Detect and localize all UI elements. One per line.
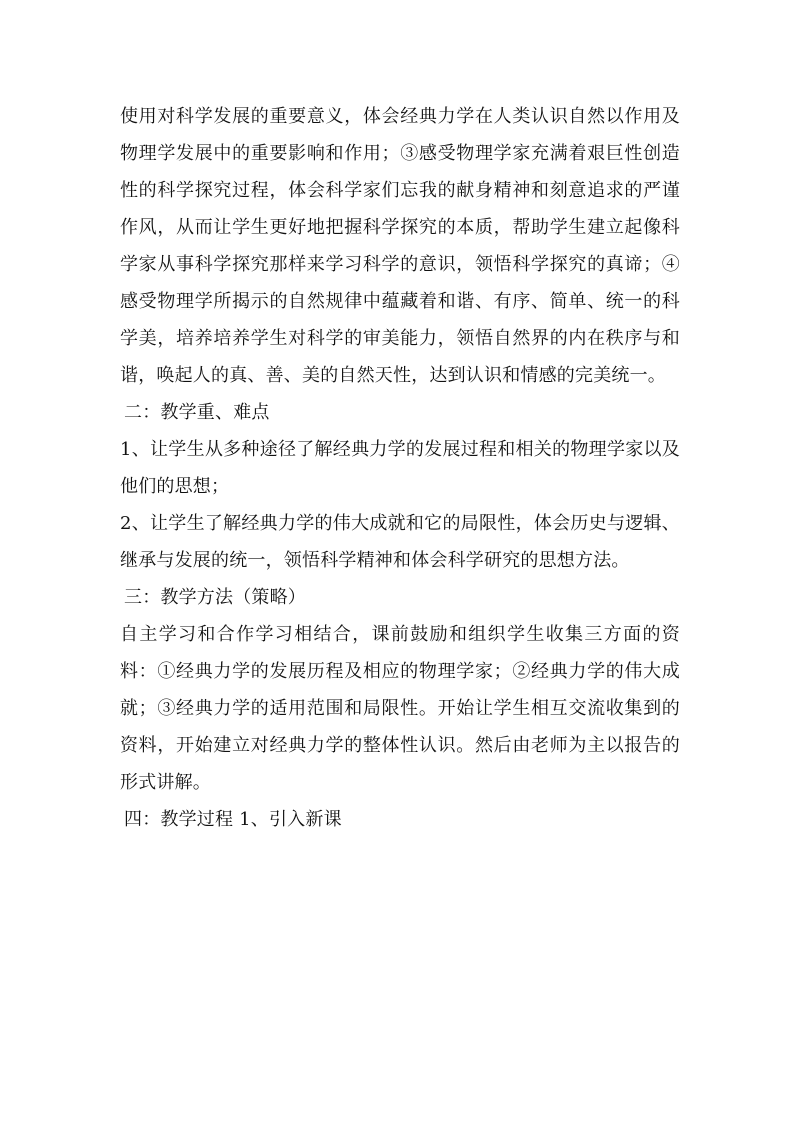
section-heading-methods: 三：教学方法（策略） [124, 587, 306, 608]
document-body [120, 98, 680, 838]
section-heading-key-points: 二：教学重、难点 [124, 402, 270, 423]
paragraph-key-point-2: 2、让学生了解经典力学的伟大成就和它的局限性，体会历史与逻辑、继承与发展的统一，领悟科学精神和体会科学研究的思想方法。 [120, 513, 680, 571]
section-heading-process: 四：教学过程 1、引入新课 [124, 809, 342, 830]
paragraph-goals-continued: 使用对科学发展的重要意义，体会经典力学在人类认识自然以作用及物理学发展中的重要影响和作用；③感受物理学家充满着艰巨性创造性的科学探究过程，体会科学家们忘我的献身精神和刻意追求的严谨作风，从而让学生更好地把握科学探究的本质，帮助学生建立起像科学家从事科学探究那样来学习科学的意识，领悟科学探究的真谛；④感受物理学所揭示的自然规律中蕴藏着和谐、有序、简单、统一的科学美，培养培养学生对科学的审美能力，领悟自然界的内在秩序与和谐，唤起人的真、善、美的自然天性，达到认识和情感的完美统一。 [120, 106, 680, 386]
paragraph-methods: 自主学习和合作学习相结合，课前鼓励和组织学生收集三方面的资料：①经典力学的发展历程及相应的物理学家；②经典力学的伟大成就；③经典力学的适用范围和局限性。开始让学生相互交流收集到的资料，开始建立对经典力学的整体性认识。然后由老师为主以报告的形式讲解。 [120, 624, 680, 793]
paragraph-key-point-1: 1、让学生从多种途径了解经典力学的发展过程和相关的物理学家以及他们的思想； [120, 439, 680, 497]
